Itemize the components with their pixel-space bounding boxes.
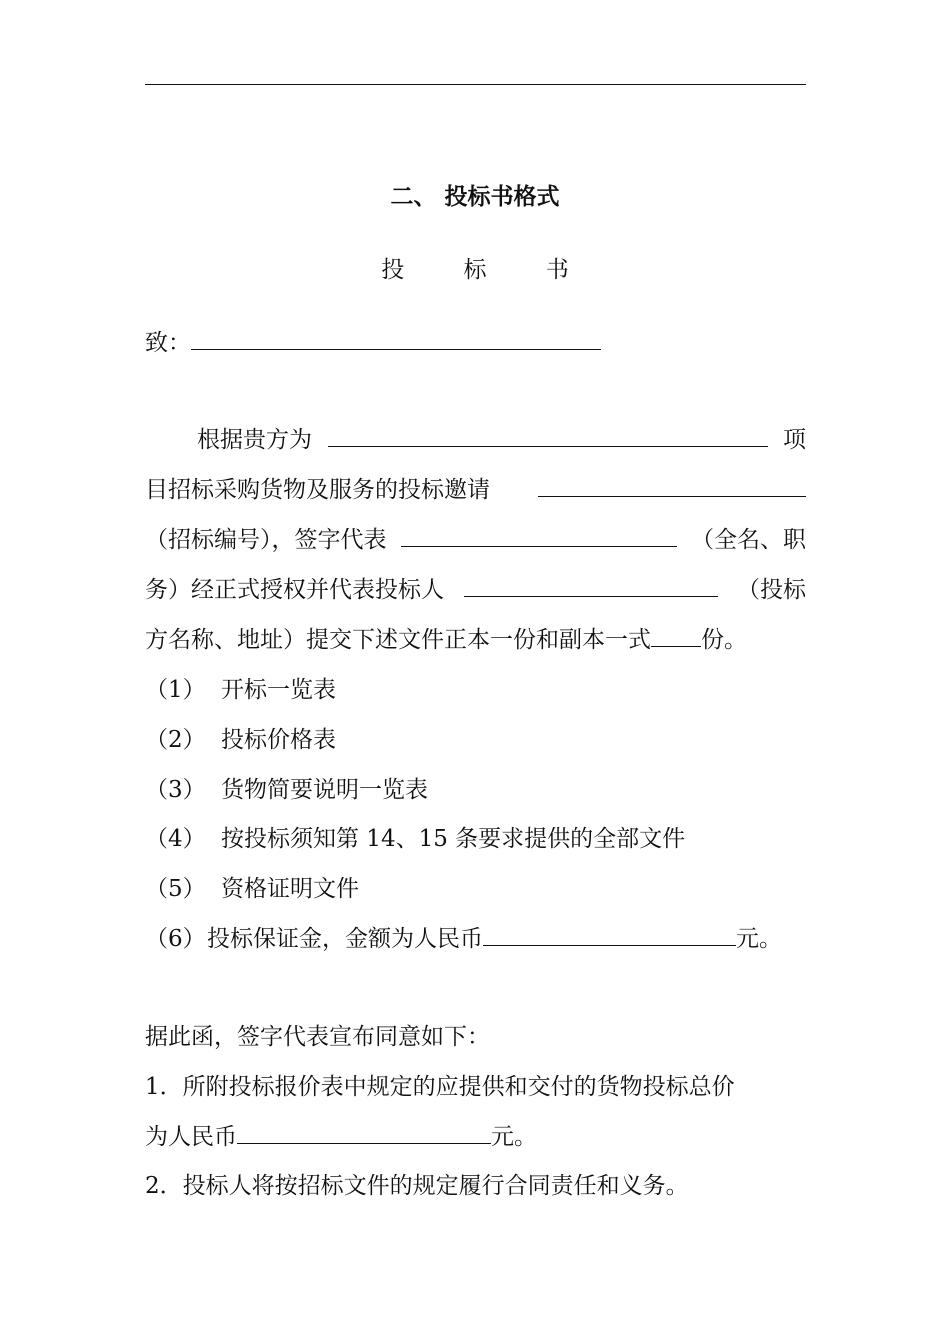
item-unit: 元。 bbox=[736, 926, 782, 952]
p5-start: 方名称、地址）提交下述文件正本一份和副本一式 bbox=[145, 627, 651, 653]
list-item bbox=[145, 873, 806, 905]
body-line-3 bbox=[145, 524, 806, 556]
list-item bbox=[145, 774, 806, 806]
declaration: 据此函，签字代表宣布同意如下： bbox=[145, 1024, 490, 1050]
p1-end: 项 bbox=[783, 427, 806, 453]
p2-text: 目招标采购货物及服务的投标邀请 bbox=[145, 477, 490, 503]
section-title: 二、 投标书格式 bbox=[390, 183, 560, 210]
body-line-2 bbox=[145, 474, 806, 506]
p4-start: 务）经正式授权并代表投标人 bbox=[145, 577, 444, 603]
p5-end: 份。 bbox=[701, 627, 747, 653]
to-label: 致： bbox=[145, 330, 191, 356]
clause1-end: 元。 bbox=[491, 1124, 537, 1150]
addressee-line bbox=[145, 327, 806, 359]
clause-1-line-2 bbox=[145, 1121, 806, 1153]
item-text: 开标一览表 bbox=[221, 677, 336, 703]
list-item bbox=[145, 674, 806, 706]
p1-start: 根据贵方为 bbox=[197, 427, 312, 453]
bidder-blank[interactable] bbox=[464, 574, 718, 597]
clause-2: 2．投标人将按招标文件的规定履行合同责任和义务。 bbox=[145, 1173, 689, 1199]
p4-end: （投标 bbox=[737, 577, 806, 603]
item-text: 投标保证金，金额为人民币 bbox=[207, 926, 483, 952]
list-item bbox=[145, 823, 806, 855]
list-item bbox=[145, 724, 806, 756]
clause1-start: 为人民币 bbox=[145, 1124, 237, 1150]
copies-blank[interactable] bbox=[651, 624, 701, 647]
p3-end: （全名、职 bbox=[691, 527, 806, 553]
list-item-6 bbox=[145, 923, 806, 955]
item-number: （6） bbox=[145, 926, 206, 952]
deposit-amount-blank[interactable] bbox=[483, 923, 736, 946]
addressee-blank[interactable] bbox=[191, 327, 601, 350]
body-line-4 bbox=[145, 574, 806, 606]
item-text: 投标价格表 bbox=[221, 727, 336, 753]
project-name-blank[interactable] bbox=[328, 424, 768, 447]
header-rule bbox=[145, 84, 806, 85]
item-number: （3） bbox=[145, 777, 206, 803]
item-number: （4） bbox=[145, 826, 206, 852]
item-text: 资格证明文件 bbox=[221, 876, 359, 902]
clause-1-line-1: 1．所附投标报价表中规定的应提供和交付的货物投标总价 bbox=[145, 1074, 735, 1100]
signatory-blank[interactable] bbox=[401, 524, 677, 547]
tender-no-blank[interactable] bbox=[538, 474, 806, 497]
item-number: （1） bbox=[145, 677, 206, 703]
body-line-1 bbox=[145, 424, 806, 456]
p3-start: （招标编号），签字代表 bbox=[145, 527, 387, 553]
body-line-5 bbox=[145, 624, 806, 656]
item-text: 货物简要说明一览表 bbox=[221, 777, 428, 803]
total-price-blank[interactable] bbox=[237, 1121, 491, 1144]
form-title: 投 标 书 bbox=[381, 257, 595, 283]
item-text: 按投标须知第 14、15 条要求提供的全部文件 bbox=[221, 826, 686, 852]
item-number: （2） bbox=[145, 727, 206, 753]
item-number: （5） bbox=[145, 876, 206, 902]
